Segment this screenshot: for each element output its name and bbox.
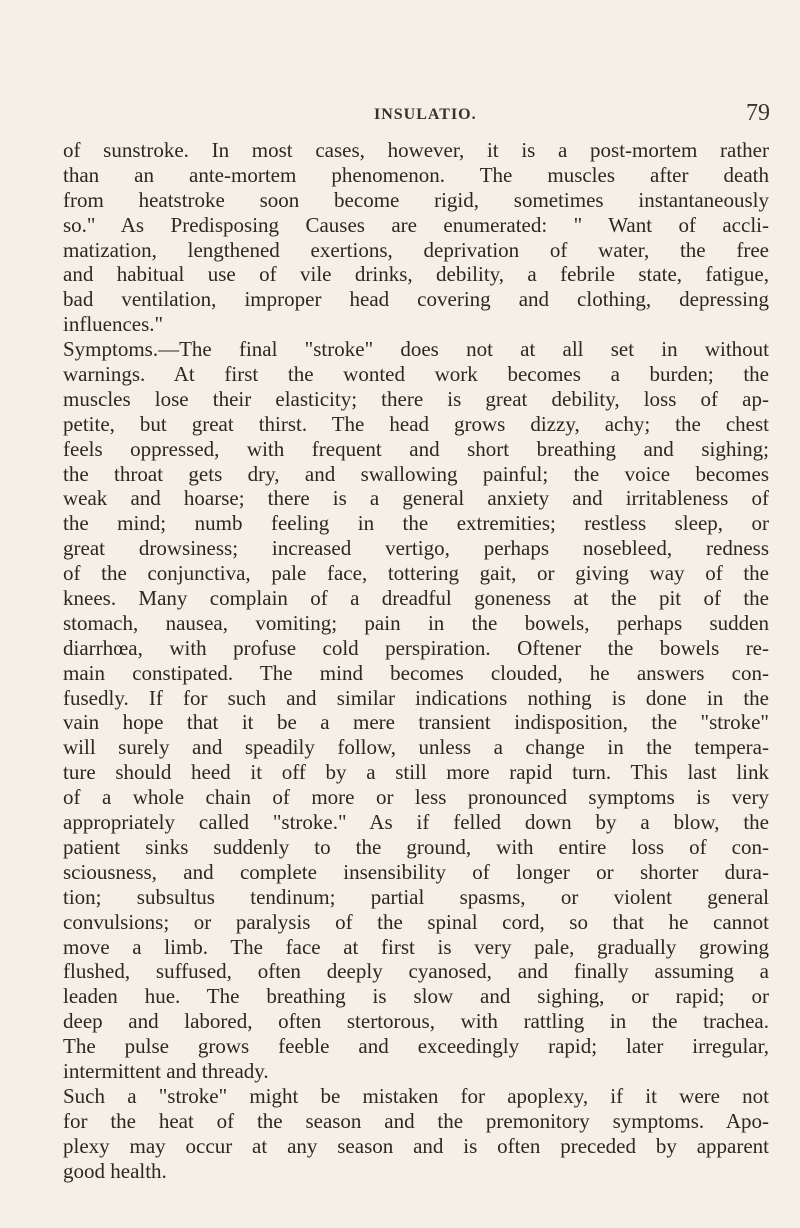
text-line: fusedly. If for such and similar indications nothing is done in the <box>63 685 769 710</box>
text-line: stomach, nausea, vomiting; pain in the bowels, perhaps sudden <box>63 610 769 635</box>
running-head: INSULATIO. <box>374 106 477 123</box>
text-line: deep and labored, often stertorous, with rattling in the trachea. <box>63 1009 769 1034</box>
text-line: the throat gets dry, and swallowing painful; the voice becomes <box>63 461 769 486</box>
text-line: knees. Many complain of a dreadful goneness at the pit of the <box>63 586 769 611</box>
text-line: of the conjunctiva, pale face, tottering gait, or giving way of the <box>63 561 769 586</box>
text-line: ture should heed it off by a still more rapid turn. This last link <box>63 760 769 785</box>
text-line: than an ante-mortem phenomenon. The muscles after death <box>63 162 769 187</box>
text-line: move a limb. The face at first is very pale, gradually growing <box>63 934 769 959</box>
text-line: bad ventilation, improper head covering and clothing, depressing <box>63 287 769 312</box>
page-header <box>62 100 772 128</box>
text-line: main constipated. The mind becomes clouded, he answers con- <box>63 660 769 685</box>
text-line: muscles lose their elasticity; there is great debility, loss of ap- <box>63 386 769 411</box>
text-line: of a whole chain of more or less pronounced symptoms is very <box>63 785 769 810</box>
text-line: patient sinks suddenly to the ground, with entire loss of con- <box>63 834 769 859</box>
text-line: matization, lengthened exertions, deprivation of water, the free <box>63 237 769 262</box>
text-line: Such a "stroke" might be mistaken for apoplexy, if it were not <box>63 1083 769 1108</box>
text-line: vain hope that it be a mere transient indisposition, the "stroke" <box>63 710 769 735</box>
text-line: warnings. At first the wonted work becomes a burden; the <box>63 362 769 387</box>
text-line: intermittent and thready. <box>63 1058 269 1083</box>
text-line: diarrhœa, with profuse cold perspiration. Oftener the bowels re- <box>63 635 769 660</box>
text-line: weak and hoarse; there is a general anxiety and irritableness of <box>63 486 769 511</box>
text-line: plexy may occur at any season and is often preceded by apparent <box>63 1133 769 1158</box>
text-line: good health. <box>63 1158 167 1183</box>
text-line: and habitual use of vile drinks, debility, a febrile state, fatigue, <box>63 262 769 287</box>
text-line: flushed, suffused, often deeply cyanosed, and finally assuming a <box>63 959 769 984</box>
text-line: great drowsiness; increased vertigo, perhaps nosebleed, redness <box>63 536 769 561</box>
text-line: feels oppressed, with frequent and short breathing and sighing; <box>63 436 769 461</box>
text-line: Symptoms.—The final "stroke" does not at all set in without <box>63 337 769 362</box>
text-line: tion; subsultus tendinum; partial spasms, or violent general <box>63 884 769 909</box>
text-line: for the heat of the season and the premonitory symptoms. Apo- <box>63 1108 769 1133</box>
text-line: the mind; numb feeling in the extremities; restless sleep, or <box>63 511 769 536</box>
text-line: leaden hue. The breathing is slow and sighing, or rapid; or <box>63 984 769 1009</box>
page-number: 79 <box>746 100 770 126</box>
text-line: will surely and speadily follow, unless a change in the tempera- <box>63 735 769 760</box>
text-line: sciousness, and complete insensibility of longer or shorter dura- <box>63 859 769 884</box>
text-line: so." As Predisposing Causes are enumerated: " Want of accli- <box>63 212 769 237</box>
body-text <box>63 138 769 1183</box>
text-line: of sunstroke. In most cases, however, it is a post-mortem rather <box>63 138 769 162</box>
text-line: convulsions; or paralysis of the spinal cord, so that he cannot <box>63 909 769 934</box>
text-line: influences." <box>63 312 164 337</box>
text-line: The pulse grows feeble and exceedingly rapid; later irregular, <box>63 1034 769 1059</box>
text-line: appropriately called "stroke." As if felled down by a blow, the <box>63 810 769 835</box>
text-line: from heatstroke soon become rigid, sometimes instantaneously <box>63 187 769 212</box>
text-line: petite, but great thirst. The head grows dizzy, achy; the chest <box>63 411 769 436</box>
